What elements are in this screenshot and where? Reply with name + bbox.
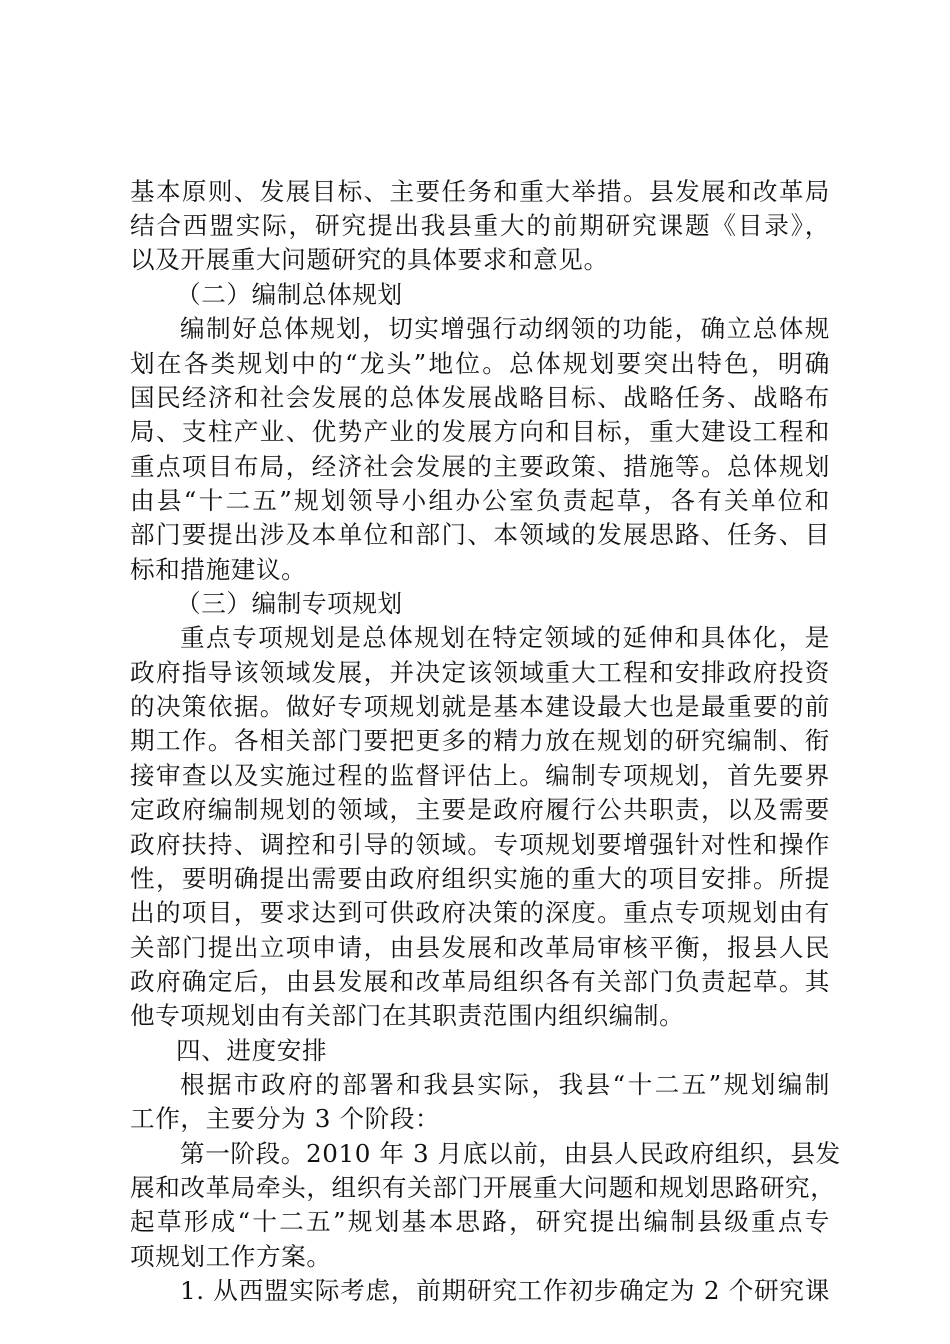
paragraph-line: 局、支柱产业、优势产业的发展方向和目标，重大建设工程和 xyxy=(130,417,830,446)
paragraph-line: 编制好总体规划，切实增强行动纲领的功能，确立总体规 xyxy=(180,314,830,343)
section-heading: （二）编制总体规划 xyxy=(176,280,403,309)
paragraph-line: 起草形成“十二五”规划基本思路，研究提出编制县级重点专 xyxy=(130,1207,830,1236)
paragraph-line: 重点项目布局，经济社会发展的主要政策、措施等。总体规划 xyxy=(130,452,830,481)
paragraph-line: 根据市政府的部署和我县实际，我县“十二五”规划编制 xyxy=(180,1070,830,1099)
paragraph-line: 重点专项规划是总体规划在特定领域的延伸和具体化，是 xyxy=(180,623,830,652)
paragraph-line: 国民经济和社会发展的总体发展战略目标、战略任务、战略布 xyxy=(130,383,830,412)
paragraph-line: 关部门提出立项申请，由县发展和改革局审核平衡，报县人民 xyxy=(130,933,830,962)
paragraph-line: 定政府编制规划的领域，主要是政府履行公共职责，以及需要 xyxy=(130,795,830,824)
paragraph-line: 部门要提出涉及本单位和部门、本领域的发展思路、任务、目 xyxy=(130,520,830,549)
paragraph-line: 结合西盟实际，研究提出我县重大的前期研究课题《目录》， xyxy=(130,211,830,240)
paragraph-line: 由县“十二五”规划领导小组办公室负责起草，各有关单位和 xyxy=(130,486,830,515)
paragraph-line: 政府确定后，由县发展和改革局组织各有关部门负责起草。其 xyxy=(130,967,830,996)
paragraph-line: 的决策依据。做好专项规划就是基本建设最大也是最重要的前 xyxy=(130,692,830,721)
paragraph-line: 性，要明确提出需要由政府组织实施的重大的项目安排。所提 xyxy=(130,864,830,893)
paragraph-line: 期工作。各相关部门要把更多的精力放在规划的研究编制、衔 xyxy=(130,726,830,755)
paragraph-line: 项规划工作方案。 xyxy=(130,1242,332,1271)
section-heading: （三）编制专项规划 xyxy=(176,589,403,618)
paragraph-line: 政府扶持、调控和引导的领域。专项规划要增强针对性和操作 xyxy=(130,830,830,859)
paragraph-line: 展和改革局牵头，组织有关部门开展重大问题和规划思路研究， xyxy=(130,1173,836,1202)
paragraph-line: 基本原则、发展目标、主要任务和重大举措。县发展和改革局 xyxy=(130,177,830,206)
paragraph-line: 政府指导该领域发展，并决定该领域重大工程和安排政府投资 xyxy=(130,658,830,687)
paragraph-line: 工作，主要分为 3 个阶段： xyxy=(130,1104,441,1133)
section-heading: 四、进度安排 xyxy=(176,1036,328,1065)
paragraph-line: 他专项规划由有关部门在其职责范围内组织编制。 xyxy=(130,1001,685,1030)
paragraph-line: 第一阶段。2010 年 3 月底以前，由县人民政府组织，县发 xyxy=(180,1139,841,1168)
paragraph-line: 出的项目，要求达到可供政府决策的深度。重点专项规划由有 xyxy=(130,898,830,927)
paragraph-line: 以及开展重大问题研究的具体要求和意见。 xyxy=(130,245,609,274)
paragraph-line: 划在各类规划中的“龙头”地位。总体规划要突出特色，明确 xyxy=(130,349,830,378)
paragraph-line: 接审查以及实施过程的监督评估上。编制专项规划，首先要界 xyxy=(130,761,830,790)
paragraph-line: 1. 从西盟实际考虑，前期研究工作初步确定为 2 个研究课 xyxy=(180,1276,830,1305)
paragraph-line: 标和措施建议。 xyxy=(130,555,307,584)
